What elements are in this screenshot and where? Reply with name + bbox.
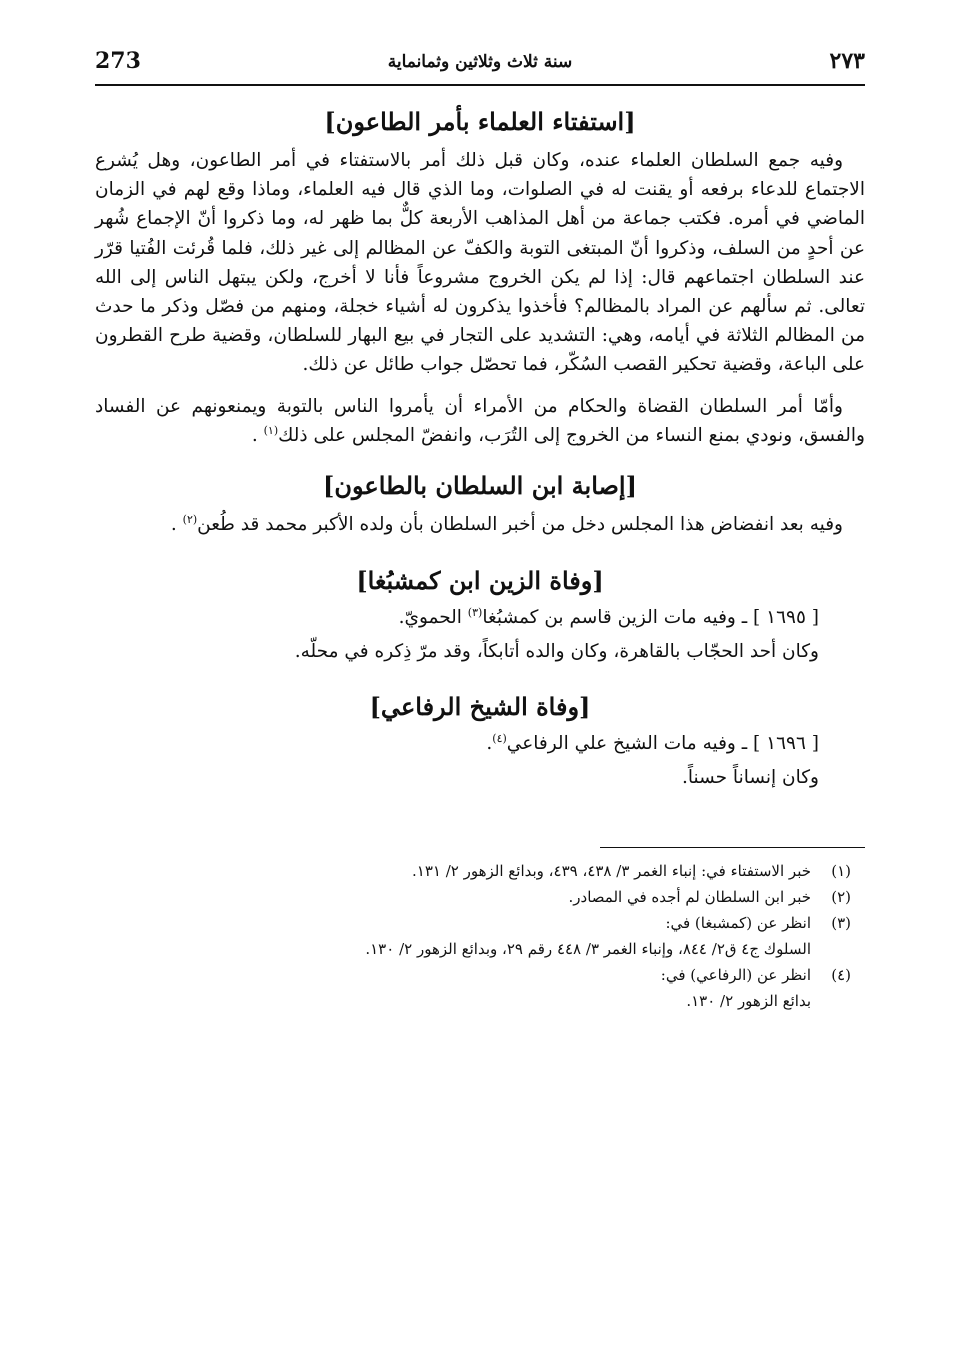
- paragraph-sultan-order: [95, 392, 865, 450]
- footnote-text: انظر عن (الرفاعي) في:: [660, 966, 811, 985]
- section-heading-rifai-death: [وفاة الشيخ الرفاعي]: [369, 692, 591, 722]
- entry-text-end: .: [486, 733, 493, 755]
- paragraph-sultan-son: [95, 510, 865, 539]
- footnote-3: [95, 910, 851, 936]
- footnote-ref-1[interactable]: (١): [263, 423, 279, 437]
- footnote-text: خبر ابن السلطان لم أجده في المصادر.: [568, 888, 811, 907]
- entry-text: [ ١٦٩٦ ] ـ وفيه مات الشيخ علي الرفاعي: [506, 733, 819, 755]
- section-heading-zayn-death: [وفاة الزين ابن كمشبُغا]: [356, 566, 604, 596]
- page-header: [95, 40, 865, 84]
- book-page: [95, 40, 865, 1014]
- entry-text-end: الحمويّ.: [398, 607, 468, 629]
- page-number-latin: 273: [95, 48, 141, 74]
- footnote-4: [95, 962, 851, 988]
- footnote-ref-2[interactable]: (٢): [182, 512, 198, 526]
- footnote-1: [95, 858, 851, 884]
- footnotes: [95, 858, 865, 1014]
- entry-text: [ ١٦٩٥ ] ـ وفيه مات الزين قاسم بن كمشبُغا: [482, 607, 819, 629]
- footnote-3-continuation: السلوك ج٤ ق٢/ ٨٤٤، وإنباء الغمر ٣/ ٤٤٨ رقم ٢٩، وبدائع الزهور ٢/ ١٣٠.: [365, 940, 811, 959]
- entry-1695: [95, 601, 865, 635]
- footnote-number: (٣): [831, 914, 851, 933]
- footnote-ref-3[interactable]: (٣): [467, 606, 483, 620]
- footnote-number: (٢): [831, 888, 851, 907]
- paragraph-text: وفيه بعد انفضاض هذا المجلس دخل من أخبر السلطان بأن ولده الأكبر محمد قد طُعن: [197, 514, 843, 536]
- footnote-ref-4[interactable]: (٤): [492, 732, 507, 746]
- paragraph-end: .: [170, 514, 177, 536]
- footnote-text: خبر الاستفتاء في: إنباء الغمر ٣/ ٤٣٨، ٤٣٩، وبدائع الزهور ٢/ ١٣١.: [412, 862, 811, 881]
- footnote-4-continuation: بدائع الزهور ٢/ ١٣٠.: [686, 992, 811, 1011]
- footnote-2: [95, 884, 851, 910]
- entry-1695-detail: وكان أحد الحجّاب بالقاهرة، وكان والده أتابكاً، وقد مرّ ذِكره في محلّه.: [294, 641, 819, 663]
- footnote-text: انظر عن (كمشبغا) في:: [665, 914, 811, 933]
- running-title: سنة ثلاث وثلاثين وثمانماية: [387, 52, 573, 72]
- footnote-rule: [600, 847, 865, 848]
- footnote-number: (٤): [831, 966, 851, 985]
- section-heading-plague-fatwa: [استفتاء العلماء بأمر الطاعون]: [324, 107, 636, 136]
- paragraph-text: وأمّا أمر السلطان القضاة والحكام من الأمراء أن يأمروا الناس بالتوبة ويمنعونهم عن الفساد والفسق، ونودي بمنع النساء من الخروج إلى التُرَب، وانفضّ المجلس على ذلك: [95, 395, 865, 446]
- entry-1696: [95, 727, 865, 761]
- paragraph-plague-fatwa: وفيه جمع السلطان العلماء عنده، وكان قبل ذلك أمر بالاستفتاء في أمر الطاعون، وهل يُشرع الاجتماع للدعاء برفعه أو يقنت له في الصلوات، وما الذي قال فيه العلماء، وماذا وقع لهم في الزمان الماضي في أمره. فكتب جماعة من أهل المذاهب الأربعة كلٌّ بما ظهر له، وما ذكروا أنّ الإجماع شُهر عن أحدٍ من السلف، وذكروا أنّ المبتغى التوبة والكفّ عن المظالم إلى غير ذلك، فلما قُرئت الفُتيا قرّر عند السلطان اجتماعهم قال: إذا لم يكن الخروج مشروعاً فأنا لا أخرج، ولكن يبتهل الناس إلى الله تعالى. ثم سألهم عن المراد بالمظالم؟ فأخذوا يذكرون له أشياء خجلة، ومنهم من فصّل وذكر ما حدث من المظالم الثلاثة في أيامه، وهي: التشديد على التجار في بيع البهار للسلطان، وقضية طرح القطرون على الباعة، وقضية تحكير القصب السُكّر، فما تحصّل جواب طائل عن ذلك.: [95, 150, 865, 376]
- page-number-arabic: ٢٧٣: [829, 48, 865, 74]
- section-heading-sultan-son: [إصابة ابن السلطان بالطاعون]: [323, 471, 637, 501]
- entry-1696-detail: وكان إنساناً حسناً.: [682, 767, 819, 789]
- footnote-number: (١): [831, 862, 851, 881]
- paragraph-end: .: [251, 424, 258, 446]
- header-rule: [95, 84, 865, 86]
